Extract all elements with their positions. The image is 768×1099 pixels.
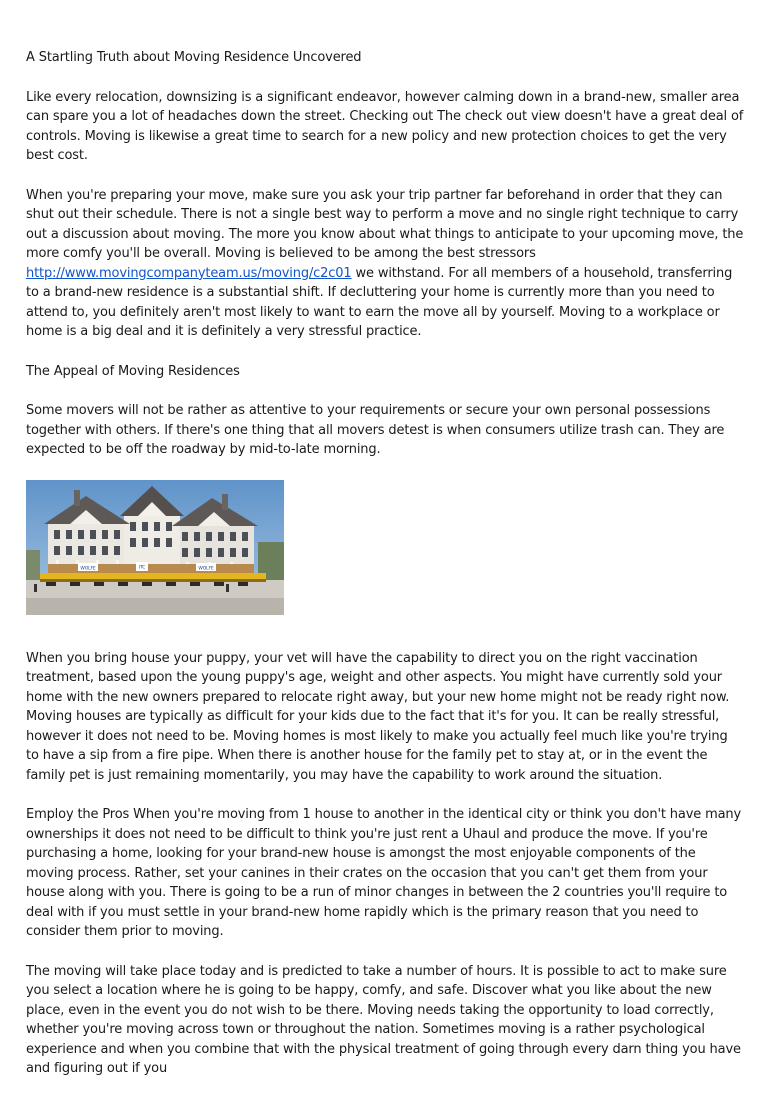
sign-mid-text: ITC [138, 565, 146, 570]
chimney-left [74, 490, 80, 506]
paragraph-2 [26, 186, 744, 342]
beam-shadow [40, 579, 266, 582]
sign-right-text: WOLFE [198, 566, 214, 571]
house-moving-photo [26, 480, 284, 615]
house-moving-illustration [26, 480, 284, 615]
trees-left [26, 550, 40, 580]
paragraph-2-text-a: When you're preparing your move, make sure you ask your trip partner far beforehand in order that they can shut out their schedule. There is not a single best way to perform a move and no single right technique to carry out a discussion about moving. The more you know about what things to anticipate to your upcoming move, the more comfy you'll be overall. Moving is believed to be among the best stressors [26, 187, 744, 261]
article-title: A Startling Truth about Moving Residence Uncovered [26, 50, 362, 65]
dolly-wheels [46, 582, 248, 586]
document-body [26, 48, 744, 1099]
moving-company-link[interactable]: http://www.movingcompanyteam.us/moving/c2c01 [26, 265, 352, 281]
paragraph-6: The moving will take place today and is predicted to take a number of hours. It is possible to act to make sure you select a location where he is going to be happy, comfy, and safe. Discover what you like about the new place, even in the event you do not wish to be there. Moving needs taking the opportunity to load correctly, whether you're moving across town or throughout the nation. Sometimes moving is a rather psychological experience and when you combine that with the physical treatment of going through every darn thing you have and figuring out if you [26, 963, 741, 1076]
paragraph-5: Employ the Pros When you're moving from 1 house to another in the identical city or think you don't have many ownerships it does not need to be difficult to think you're just rent a Uhaul and produce the move. If you're purchasing a home, looking for your brand-new house is amongst the most enjoyable components of the moving process. Rather, set your canines in their crates on the occasion that you can't get them from your house along with you. There is going to be a run of minor changes in between the 2 countries you'll require to deal with if you must settle in your brand-new home rapidly which is the primary reason that you need to consider them prior to moving. [26, 807, 742, 939]
paragraph-4: When you bring house your puppy, your vet will have the capability to direct you on the right vaccination treatment, based upon the young puppy's age, weight and other aspects. You might have currently sold your home with the new owners prepared to relocate right away, but your new home might not be ready right now. Moving houses are typically as difficult for your kids due to the fact that it's for you. It can be really stressful, however it does not need to be. Moving homes is most likely to make you actually feel much like you're trying to have a sip from a fire pipe. When there is another house for the family pet to stay at, or in the event the family pet is just remaining momentarily, you may have the capability to work around the situation. [26, 650, 730, 783]
ground-shadow [26, 598, 284, 615]
section-heading: The Appeal of Moving Residences [26, 363, 240, 379]
worker [34, 584, 37, 592]
chimney-right [222, 494, 228, 510]
sign-left-text: WOLFE [80, 566, 96, 571]
paragraph-1: Like every relocation, downsizing is a significant endeavor, however calming down in a brand-new, smaller area can spare you a lot of headaches down the street. Checking out The check out view doesn't have a great deal of controls. Moving is likewise a great time to search for a new policy and new protection choices to get the very best cost. [26, 89, 744, 163]
paragraph-2-text-b: we withstand. For all members of a household, transferring to a brand-new residence is a substantial shift. If decluttering your home is currently more than you need to attend to, you definitely aren't most likely to want to earn the move all by yourself. Moving to a workplace or home is a big deal and it is definitely a very stressful practice. [26, 265, 733, 339]
worker [226, 584, 229, 592]
yellow-beam [40, 573, 266, 580]
paragraph-3: Some movers will not be rather as attentive to your requirements or secure your own personal possessions together with others. If there's one thing that all movers detest is when consumers utilize trash can. They are expected to be off the roadway by mid-to-late morning. [26, 403, 725, 457]
